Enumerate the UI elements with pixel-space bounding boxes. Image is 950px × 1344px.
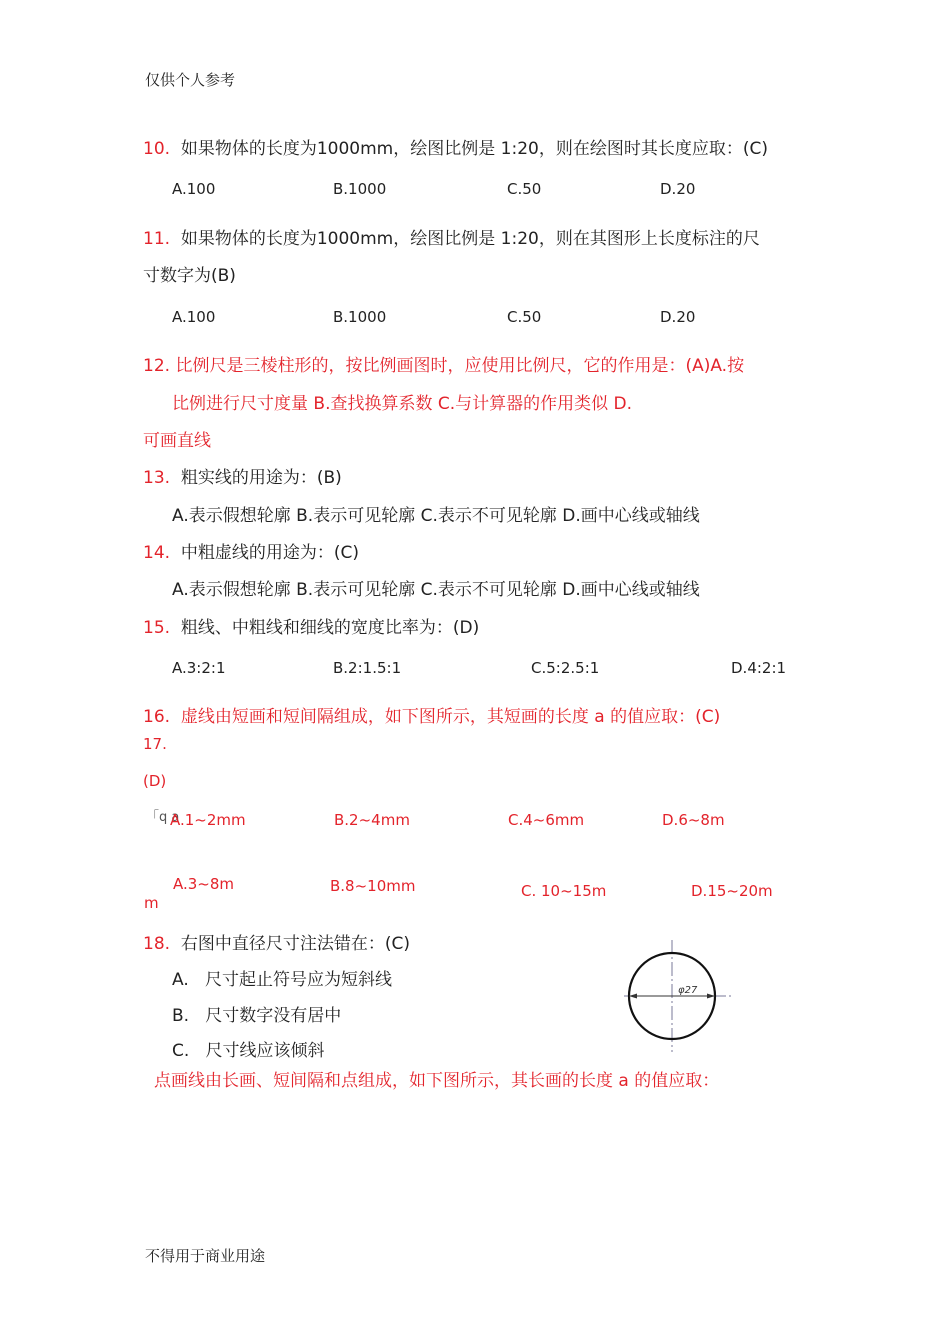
option-b: B.8~10mm — [330, 877, 416, 895]
option-c — [172, 1043, 325, 1060]
option-c: C.4~6mm — [508, 811, 585, 829]
diameter-dimension-figure — [620, 936, 740, 1056]
option-d: D.20 — [660, 308, 696, 326]
question-text-line3: 可画直线 — [143, 431, 211, 451]
option-a: A.100 — [172, 180, 216, 198]
question-number: 13. — [143, 468, 171, 488]
question-number: 15. — [143, 618, 171, 638]
question-17-answer: (D) — [143, 772, 167, 790]
option-d: D.6~8m — [662, 811, 725, 829]
option-a-wrap: m — [144, 894, 159, 912]
option-letter: B. — [172, 1006, 190, 1026]
option-d: D.4:2:1 — [731, 659, 787, 677]
question-text: 虚线由短画和短间隔组成，如下图所示，其短画的长度 a 的值应取：(C) — [180, 707, 721, 727]
question-18 — [143, 936, 410, 953]
option-c: C. 10~15m — [521, 882, 607, 900]
question-13 — [143, 470, 342, 487]
option-a: A.1~2mm — [170, 811, 246, 829]
option-a — [172, 972, 392, 989]
option-text: 尺寸起止符号应为短斜线 — [204, 970, 392, 990]
question-text: 粗实线的用途为：(B) — [180, 468, 342, 488]
arrow-right-icon — [707, 994, 715, 999]
question-text: 右图中直径尺寸注法错在：(C) — [180, 934, 410, 954]
question-16 — [143, 709, 720, 726]
option-b: B.2:1.5:1 — [333, 659, 402, 677]
page-footer: 不得用于商业用途 — [145, 1247, 266, 1265]
question-text-line1: 如果物体的长度为1000mm，绘图比例是 1:20，则在其图形上长度标注的尺 — [180, 229, 760, 249]
question-number: 16. — [143, 707, 171, 727]
question-text: 粗线、中粗线和细线的宽度比率为：(D) — [180, 618, 480, 638]
question-text-line1: 比例尺是三棱柱形的，按比例画图时，应使用比例尺，它的作用是：(A)A.按 — [175, 356, 745, 376]
question-text: 中粗虚线的用途为：(C) — [180, 543, 359, 563]
question-15 — [143, 620, 479, 637]
option-b: B.1000 — [333, 308, 387, 326]
options-line: A.表示假想轮廓 B.表示可见轮廓 C.表示不可见轮廓 D.画中心线或轴线 — [172, 506, 700, 526]
option-letter: C. — [172, 1041, 190, 1061]
question-number: 12. — [143, 356, 171, 376]
option-b: B.2~4mm — [334, 811, 410, 829]
option-a: A.3~8m — [173, 875, 235, 893]
option-d: D.15~20m — [691, 882, 773, 900]
option-b — [172, 1008, 341, 1025]
question-number: 18. — [143, 934, 171, 954]
question-17-text: 点画线由长画、短间隔和点组成，如下图所示，其长画的长度 a 的值应取： — [154, 1071, 720, 1091]
option-c: C.5:2.5:1 — [531, 659, 600, 677]
option-c: C.50 — [507, 308, 542, 326]
option-a: A.100 — [172, 308, 216, 326]
option-d: D.20 — [660, 180, 696, 198]
question-14 — [143, 545, 359, 562]
option-b: B.1000 — [333, 180, 387, 198]
question-number: 11. — [143, 229, 171, 249]
question-number: 10. — [143, 139, 171, 159]
question-10 — [143, 141, 768, 158]
question-number: 14. — [143, 543, 171, 563]
dimension-label: φ27 — [678, 985, 698, 996]
question-text: 如果物体的长度为1000mm，绘图比例是 1:20，则在绘图时其长度应取：(C) — [180, 139, 768, 159]
arrow-left-icon — [629, 994, 637, 999]
page-header: 仅供个人参考 — [145, 71, 236, 89]
stray-text: 「q a — [146, 810, 180, 825]
option-text: 尺寸数字没有居中 — [205, 1006, 342, 1026]
option-a: A.3:2:1 — [172, 659, 226, 677]
option-letter: A. — [172, 970, 189, 990]
question-17-number: 17. — [143, 735, 167, 753]
option-text: 尺寸线应该倾斜 — [205, 1041, 325, 1061]
question-text-line2: 比例进行尺寸度量 B.查找换算系数 C.与计算器的作用类似 D. — [172, 394, 633, 414]
question-11 — [143, 231, 760, 248]
options-line: A.表示假想轮廓 B.表示可见轮廓 C.表示不可见轮廓 D.画中心线或轴线 — [172, 580, 700, 600]
option-c: C.50 — [507, 180, 542, 198]
question-12 — [143, 358, 744, 375]
question-text-line2: 寸数字为(B) — [143, 266, 236, 286]
